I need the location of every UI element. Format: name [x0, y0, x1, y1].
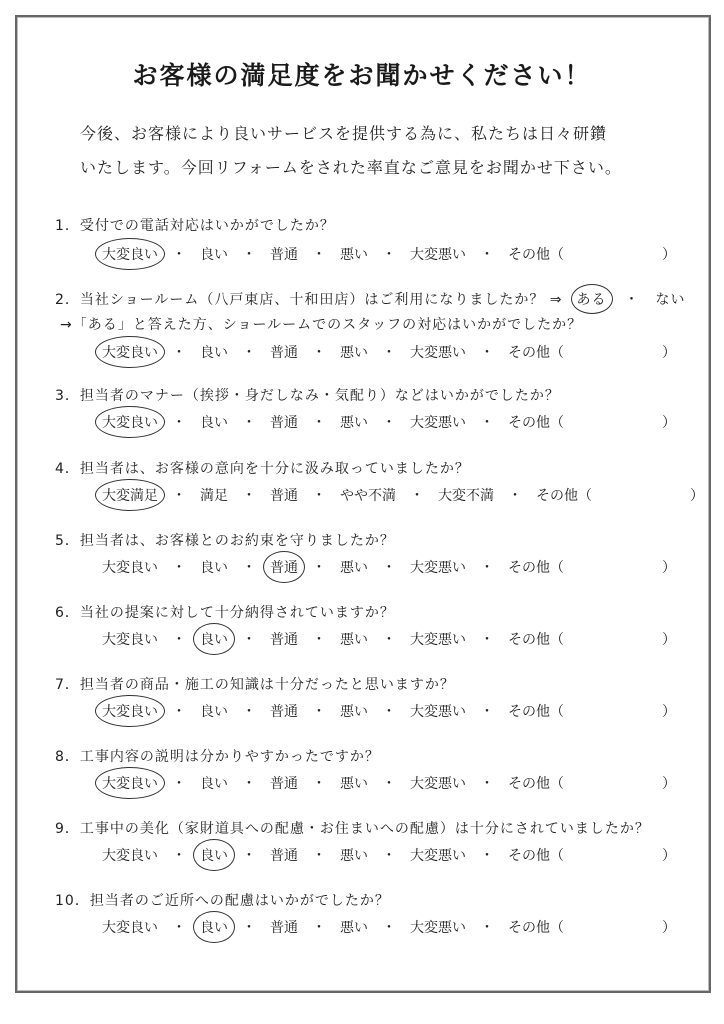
- question-10-label: [55, 890, 390, 910]
- option[interactable]: 大変悪い: [410, 247, 466, 263]
- separator-dot: ・: [172, 848, 186, 864]
- option[interactable]: 普通: [270, 488, 298, 504]
- question-8-options: [100, 773, 676, 793]
- intro-line-2: いたします。今回リフォームをされた率直なご意見をお聞かせ下さい。: [80, 158, 622, 177]
- separator-dot: ・: [480, 560, 494, 576]
- option[interactable]: 大変悪い: [410, 920, 466, 936]
- option[interactable]: 悪い: [340, 632, 368, 648]
- question-4-options: [100, 485, 704, 505]
- close-paren: ）: [662, 560, 676, 576]
- option[interactable]: 大変悪い: [410, 848, 466, 864]
- question-4-label: [55, 458, 470, 478]
- separator-dot: ・: [172, 776, 186, 792]
- close-paren: ）: [690, 488, 704, 504]
- option[interactable]: 普通: [270, 704, 298, 720]
- separator-dot: ・: [382, 560, 396, 576]
- option[interactable]: 大変不満: [438, 488, 494, 504]
- option[interactable]: 大変良い: [102, 848, 158, 864]
- option-selected[interactable]: 大変良い: [100, 412, 160, 432]
- option[interactable]: その他（: [508, 848, 564, 864]
- question-text: 1．受付での電話対応はいかがでしたか？: [55, 218, 335, 234]
- option[interactable]: 普通: [270, 920, 298, 936]
- separator-dot: ・: [312, 776, 326, 792]
- option[interactable]: 大変良い: [102, 560, 158, 576]
- option[interactable]: 良い: [200, 776, 228, 792]
- separator-dot: ・: [242, 247, 256, 263]
- question-5-label: [55, 530, 395, 550]
- option[interactable]: 大変悪い: [410, 345, 466, 361]
- option[interactable]: 普通: [270, 247, 298, 263]
- answer-yes[interactable]: ある: [575, 289, 609, 309]
- separator-dot: ・: [242, 848, 256, 864]
- separator-dot: ・: [480, 776, 494, 792]
- question-2-options: [100, 342, 676, 362]
- separator-dot: ・: [382, 848, 396, 864]
- option[interactable]: その他（: [508, 920, 564, 936]
- close-paren: ）: [662, 776, 676, 792]
- separator-dot: ・: [312, 488, 326, 504]
- separator-dot: ・: [172, 247, 186, 263]
- option[interactable]: 普通: [270, 848, 298, 864]
- separator-dot: ・: [312, 345, 326, 361]
- separator-dot: ・: [382, 247, 396, 263]
- close-paren: ）: [662, 415, 676, 431]
- page-title: お客様の満足度をお聞かせください！: [132, 61, 592, 90]
- option[interactable]: 悪い: [340, 345, 368, 361]
- option[interactable]: その他（: [508, 415, 564, 431]
- question-9-label: [55, 818, 650, 838]
- separator-dot: ・: [480, 920, 494, 936]
- option[interactable]: やや不満: [340, 488, 396, 504]
- option[interactable]: 大変悪い: [410, 704, 466, 720]
- option[interactable]: その他（: [508, 704, 564, 720]
- option-selected[interactable]: 普通: [268, 557, 300, 577]
- option-selected[interactable]: 良い: [198, 629, 230, 649]
- separator-dot: ・: [480, 632, 494, 648]
- option[interactable]: 悪い: [340, 560, 368, 576]
- separator-dot: ・: [480, 704, 494, 720]
- separator-dot: ・: [242, 632, 256, 648]
- separator-dot: ・: [508, 488, 522, 504]
- separator-dot: ・: [312, 632, 326, 648]
- separator-dot: ・: [480, 247, 494, 263]
- separator-dot: ・: [242, 776, 256, 792]
- option-selected[interactable]: 大変良い: [100, 244, 160, 264]
- separator-dot: ・: [172, 560, 186, 576]
- question-10-options: [100, 917, 676, 937]
- separator-dot: ・: [242, 345, 256, 361]
- question-2-followup: →「ある」と答えた方、ショールームでのスタッフの対応はいかがでしたか？: [60, 317, 583, 333]
- separator-dot: ・: [480, 345, 494, 361]
- question-text: 3．担当者のマナー（挨拶・身だしなみ・気配り）などはいかがでしたか？: [55, 388, 560, 404]
- question-2-label: [55, 289, 686, 309]
- separator-dot: ・: [624, 292, 640, 308]
- separator-dot: ・: [242, 560, 256, 576]
- question-text: 10．担当者のご近所への配慮はいかがでしたか？: [55, 893, 390, 909]
- option[interactable]: 満足: [200, 488, 228, 504]
- question-3-options: [100, 412, 676, 432]
- option[interactable]: 良い: [200, 415, 228, 431]
- separator-dot: ・: [312, 560, 326, 576]
- option[interactable]: 悪い: [340, 415, 368, 431]
- option[interactable]: その他（: [508, 345, 564, 361]
- close-paren: ）: [662, 247, 676, 263]
- question-text: 5．担当者は、お客様とのお約束を守りましたか？: [55, 533, 395, 549]
- question-text: 4．担当者は、お客様の意向を十分に汲み取っていましたか？: [55, 461, 470, 477]
- option[interactable]: 普通: [270, 345, 298, 361]
- separator-dot: ・: [172, 632, 186, 648]
- option[interactable]: 大変良い: [102, 920, 158, 936]
- option[interactable]: その他（: [536, 488, 592, 504]
- close-paren: ）: [662, 848, 676, 864]
- option[interactable]: 悪い: [340, 848, 368, 864]
- separator-dot: ・: [382, 776, 396, 792]
- separator-dot: ・: [312, 704, 326, 720]
- option[interactable]: 大変悪い: [410, 776, 466, 792]
- separator-dot: ・: [172, 920, 186, 936]
- option-selected[interactable]: 大変良い: [100, 773, 160, 793]
- answer-no[interactable]: ない: [655, 292, 686, 308]
- option[interactable]: 大変悪い: [410, 415, 466, 431]
- option[interactable]: 悪い: [340, 776, 368, 792]
- separator-dot: ・: [242, 415, 256, 431]
- option-selected[interactable]: 大変良い: [100, 342, 160, 362]
- option[interactable]: 良い: [200, 704, 228, 720]
- option[interactable]: 良い: [200, 560, 228, 576]
- question-6-label: [55, 602, 395, 622]
- option[interactable]: 良い: [200, 247, 228, 263]
- separator-dot: ・: [242, 920, 256, 936]
- option[interactable]: 普通: [270, 632, 298, 648]
- option[interactable]: その他（: [508, 247, 564, 263]
- question-text: 8．工事内容の説明は分かりやすかったですか？: [55, 749, 380, 765]
- option-selected[interactable]: 大変良い: [100, 701, 160, 721]
- question-1-label: [55, 215, 335, 235]
- separator-dot: ・: [480, 415, 494, 431]
- question-text: 9．工事中の美化（家財道具への配慮・お住まいへの配慮）は十分にされていましたか？: [55, 821, 650, 837]
- separator-dot: ・: [242, 488, 256, 504]
- option[interactable]: その他（: [508, 632, 564, 648]
- option[interactable]: その他（: [508, 776, 564, 792]
- option[interactable]: 悪い: [340, 920, 368, 936]
- separator-dot: ・: [312, 247, 326, 263]
- option[interactable]: 普通: [270, 415, 298, 431]
- close-paren: ）: [662, 704, 676, 720]
- option-selected[interactable]: 大変満足: [100, 485, 160, 505]
- question-8-label: [55, 746, 380, 766]
- separator-dot: ・: [172, 704, 186, 720]
- separator-dot: ・: [312, 848, 326, 864]
- question-text: 7．担当者の商品・施工の知識は十分だったと思いますか？: [55, 677, 455, 693]
- separator-dot: ・: [382, 704, 396, 720]
- option[interactable]: 良い: [200, 345, 228, 361]
- option-selected[interactable]: 良い: [198, 845, 230, 865]
- question-5-options: [100, 557, 676, 577]
- question-6-options: [100, 629, 676, 649]
- separator-dot: ・: [172, 345, 186, 361]
- question-3-label: [55, 385, 560, 405]
- option[interactable]: 普通: [270, 776, 298, 792]
- question-text: 6．当社の提案に対して十分納得されていますか？: [55, 605, 395, 621]
- question-7-label: [55, 674, 455, 694]
- separator-dot: ・: [410, 488, 424, 504]
- option-selected[interactable]: 良い: [198, 917, 230, 937]
- option[interactable]: 大変良い: [102, 632, 158, 648]
- question-1-options: [100, 244, 676, 264]
- separator-dot: ・: [172, 488, 186, 504]
- close-paren: ）: [662, 345, 676, 361]
- separator-dot: ・: [312, 415, 326, 431]
- separator-dot: ・: [312, 920, 326, 936]
- separator-dot: ・: [382, 920, 396, 936]
- option[interactable]: その他（: [508, 560, 564, 576]
- separator-dot: ・: [172, 415, 186, 431]
- option[interactable]: 大変悪い: [410, 560, 466, 576]
- close-paren: ）: [662, 920, 676, 936]
- question-text: 2．当社ショールーム（八戸東店、十和田店）はご利用になりましたか？ ⇒: [55, 292, 563, 308]
- separator-dot: ・: [382, 632, 396, 648]
- option[interactable]: 悪い: [340, 247, 368, 263]
- intro-line-1: 今後、お客様により良いサービスを提供する為に、私たちは日々研鑽: [80, 124, 608, 143]
- close-paren: ）: [662, 632, 676, 648]
- separator-dot: ・: [480, 848, 494, 864]
- option[interactable]: 大変悪い: [410, 632, 466, 648]
- separator-dot: ・: [242, 704, 256, 720]
- option[interactable]: 悪い: [340, 704, 368, 720]
- question-9-options: [100, 845, 676, 865]
- separator-dot: ・: [382, 345, 396, 361]
- separator-dot: ・: [382, 415, 396, 431]
- question-7-options: [100, 701, 676, 721]
